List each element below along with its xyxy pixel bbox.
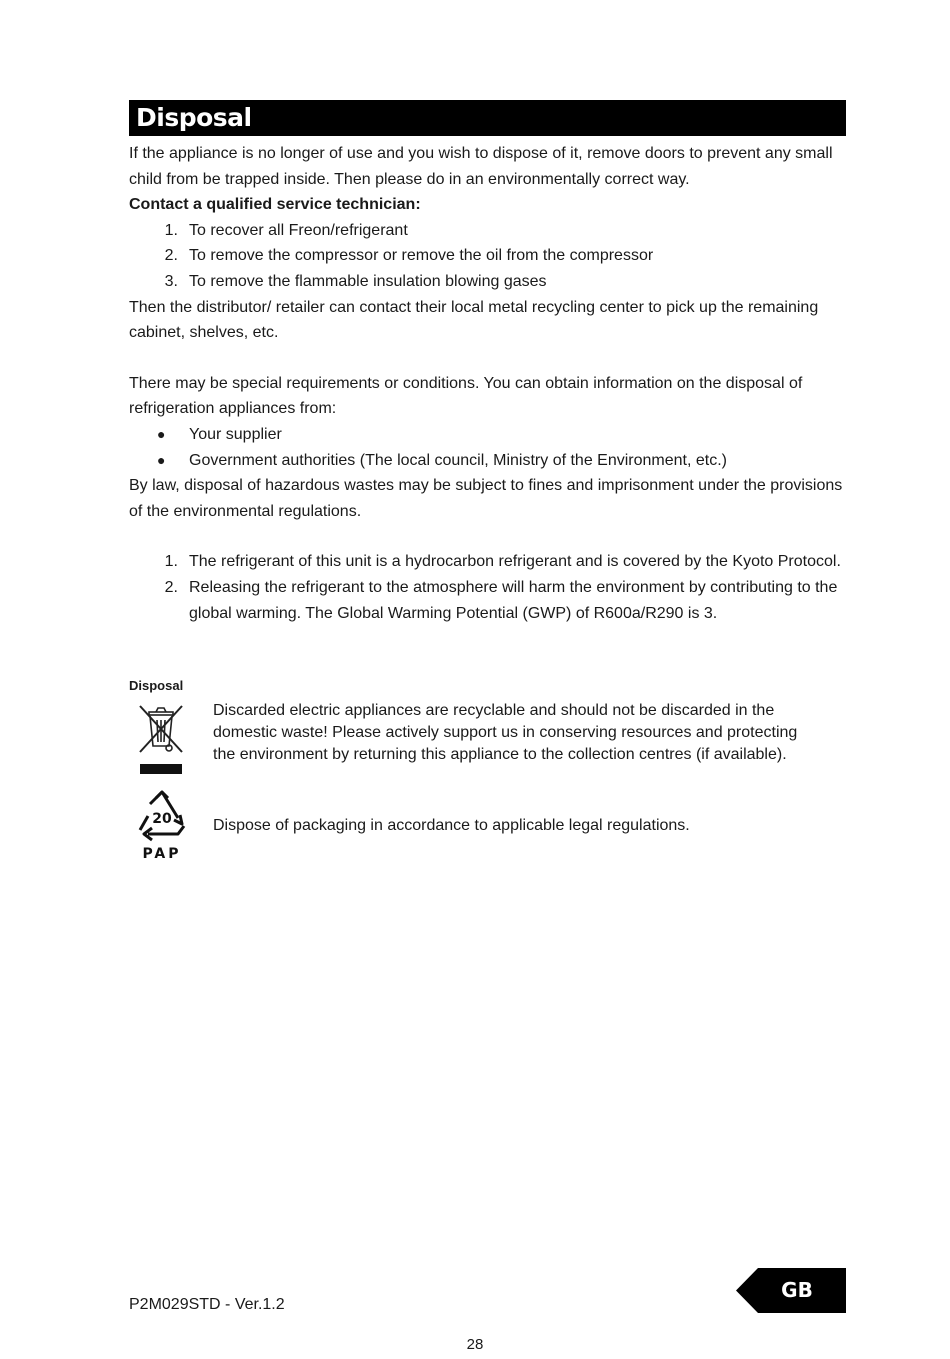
section-title: Disposal (129, 100, 846, 136)
spacer (129, 524, 849, 549)
list-item (129, 243, 849, 269)
list-text: To recover all Freon/refrigerant (189, 221, 408, 239)
list-item (129, 218, 849, 244)
list-text: To remove the compressor or remove the oil from the compressor (189, 247, 654, 265)
law-paragraph: By law, disposal of hazardous wastes may be subject to fines and imprisonment under the provisions of the environmental regulations. (129, 477, 843, 520)
list-item (129, 269, 849, 295)
list-text: To remove the flammable insulation blowing gases (189, 272, 547, 290)
list-number: 1. (164, 221, 178, 239)
list-text: The refrigerant of this unit is a hydrocarbon refrigerant and is covered by the Kyoto Protocol. (189, 553, 841, 571)
intro-paragraph: If the appliance is no longer of use and you wish to dispose of it, remove doors to prevent any small child from be trapped inside. Then please do in an environmentally correct way. (129, 145, 833, 188)
contact-heading: Contact a qualified service technician: (129, 196, 421, 214)
list-number: 1. (164, 553, 178, 571)
spacer (129, 346, 849, 371)
list-item (129, 575, 849, 626)
disposal-subheading: Disposal (129, 678, 184, 693)
technician-steps-list (129, 218, 849, 295)
page-number: 28 (466, 1336, 484, 1353)
information-sources-list (129, 422, 849, 473)
weee-bin-icon (136, 702, 186, 776)
list-number: 3. (164, 272, 178, 290)
packaging-description: Dispose of packaging in accordance to applicable legal regulations. (213, 817, 690, 834)
list-text: Your supplier (189, 425, 282, 443)
language-tab: GB (781, 1278, 813, 1302)
list-text: Releasing the refrigerant to the atmosphere will harm the environment by contributing to the global warming. The Global Warming Potential (GWP) of R600a/R290 is 3. (189, 578, 838, 622)
requirements-paragraph: There may be special requirements or conditions. You can obtain information on the disposal of refrigeration appliances from: (129, 374, 803, 418)
list-item (129, 448, 849, 474)
main-content (129, 141, 849, 626)
pap-number: 20 (152, 811, 172, 827)
bullet-icon: ● (157, 425, 166, 442)
weee-description: Discarded electric appliances are recyclable and should not be discarded in the domestic waste! Please actively support us in conserving resources and protecting the environment by returning this appliance to the collection centres (if available). (213, 702, 798, 763)
refrigerant-list (129, 549, 849, 626)
bullet-icon: ● (157, 451, 166, 468)
recycling-paragraph: Then the distributor/ retailer can contact their local metal recycling center to pick up the remaining cabinet, shelves, etc. (129, 298, 819, 342)
pap-label: PAP (142, 846, 182, 862)
list-item (129, 422, 849, 448)
list-item (129, 549, 849, 575)
list-number: 2. (164, 247, 178, 265)
model-version: P2M029STD - Ver.1.2 (129, 1296, 285, 1313)
recycling-pap-icon (134, 790, 190, 862)
list-number: 2. (164, 578, 178, 596)
list-text: Government authorities (The local council, Ministry of the Environment, etc.) (189, 451, 727, 469)
